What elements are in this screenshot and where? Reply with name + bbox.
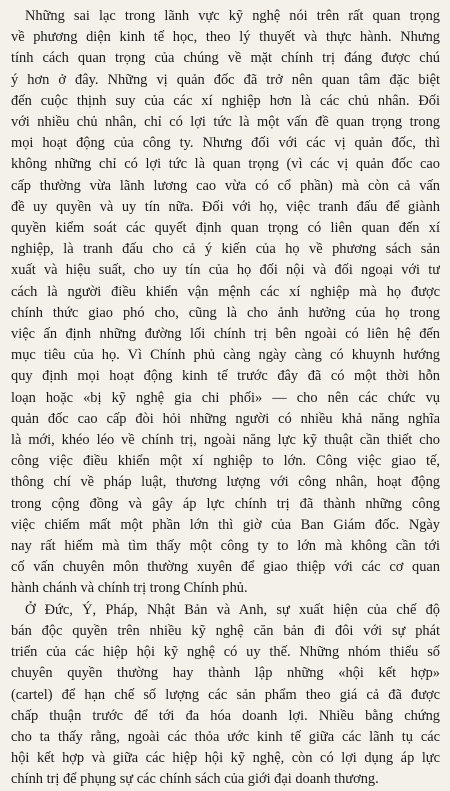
text-line: việc chiếm mất một phần lớn thì giờ của Ban Giám đốc. Ngày (11, 516, 440, 533)
text-line: là mới, khéo léo về chính trị, ngoài năng lực kỹ thuật cần thiết cho (11, 432, 440, 449)
text-line: chính thức giao phó cho, cũng là cho ảnh hưởng của họ trong (11, 304, 440, 321)
text-line: hội kết hợp và giữa các hiệp hội kỹ nghệ, còn có lợi dụng áp lực (11, 750, 440, 767)
text-line: (cartel) để hạn chế số lượng các sản phẩm theo giá cả đã được (11, 686, 440, 703)
text-line: quản đốc cao cấp đòi hỏi những người có nhiều khả năng nghĩa (11, 410, 440, 427)
text-line: tính cách quan trọng của chúng về mặt chính trị đáng được chú (11, 50, 440, 67)
text-line: Những sai lạc trong lãnh vực kỹ nghệ nói trên rất quan trọng (25, 8, 440, 24)
text-line: ý hơn ở đây. Những vị quản đốc đã trở nên quan tâm đặc biệt (11, 71, 440, 88)
text-line: hành chánh và chính trị trong Chính phủ. (11, 580, 248, 597)
text-line: chính trị để phụng sự các chính sách của giới đại doanh thương. (11, 771, 379, 788)
text-line: việc ấn định những đường lối chính trị bên ngoài có liên hệ đến (11, 326, 440, 343)
text-line: chuyên quyền thường hay thành lập những «hội kết hợp» (11, 665, 440, 682)
text-line: xuất và hiệu suất, cho uy tín của họ đối nội và đối ngoại với tư (11, 262, 440, 279)
text-line: quyền kiểm soát các quyết định quan trọng có liên quan đến xí (11, 220, 440, 237)
text-line: quy định mọi hoạt động kinh tế trước đây đã có một thời hỗn (11, 368, 440, 385)
text-line: mọi hoạt động của công ty. Nhưng đối với các vị quản đốc, thì (11, 135, 440, 152)
text-line: cấp thường vừa lãnh lương cao vừa có cổ phần) mà còn cả vấn (11, 177, 440, 194)
text-line: nghiệp, là tranh đấu cho cả ý kiến của họ về phương sách sản (11, 241, 440, 258)
text-line: cách là người điều khiển vận mệnh các xí nghiệp mà họ được (11, 283, 440, 300)
text-line: bán độc quyền trên nhiều kỹ nghệ căn bản đi đôi với sự phát (11, 622, 440, 639)
text-line: cho ta thấy rằng, ngoài các thỏa ước kinh tế giữa các lãnh tụ các (11, 728, 440, 745)
paragraph-cartels (11, 600, 440, 791)
text-line: thông chí về pháp luật, thương lượng với công nhân, hoạt động (11, 474, 440, 491)
text-line: đến cuộc thịnh suy của các xí nghiệp hơn là các chủ nhân. Đối (11, 92, 440, 109)
text-line: với nhiều chủ nhân, chỉ có lợi tức là một vấn đề quan trọng trong (11, 114, 440, 131)
text-line: cố vấn chuyên môn thường xuyên để giao thiệp với các cơ quan (11, 559, 440, 576)
text-line: loạn hoặc «bị kỹ nghệ gia chi phối» — cho nên các chức vụ (11, 389, 440, 406)
text-line: Ở Đức, Ý, Pháp, Nhật Bản và Anh, sự xuất hiện của chế độ (25, 601, 440, 618)
text-line: chấp thuận trước để tới đa hóa doanh lợi. Nhiều bằng chứng (11, 707, 440, 724)
text-line: mục tiêu của họ. Vì Chính phủ càng ngày càng có khuynh hướng (11, 347, 440, 364)
text-line: nay rất hiếm mà tìm thấy một công ty to lớn mà không cần tới (11, 538, 440, 555)
paragraph-industry-politics (11, 6, 440, 600)
text-line: triển của các hiệp hội kỹ nghệ có uy thế. Những nhóm thiểu số (11, 644, 440, 661)
text-line: trong cộng đồng và gây áp lực chính trị đã thành những công (11, 495, 440, 512)
text-line: đề uy quyền và uy tín nữa. Đối với họ, việc tranh đấu để giành (11, 198, 440, 215)
text-line: về phương diện kinh tế học, theo lý thuyết và thực hành. Nhưng (11, 29, 440, 46)
text-line: không những chỉ có lợi tức là quan trọng (vì các vị quản đốc cao (11, 156, 440, 173)
text-line: công việc điều khiển một xí nghiệp to lớn. Công việc giao tế, (11, 453, 440, 470)
